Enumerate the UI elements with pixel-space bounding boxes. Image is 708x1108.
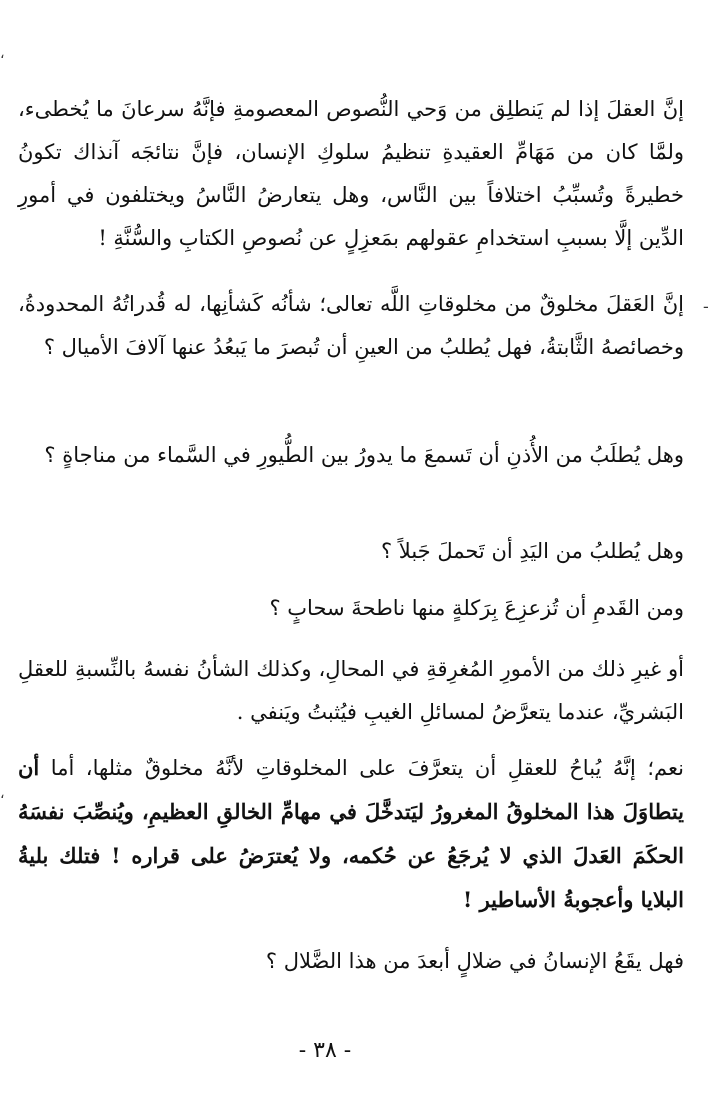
paragraph-4: وهل يُطلبُ من اليَدِ أن تَحملَ جَبلاً ؟ <box>380 539 684 563</box>
paragraph-2: إنَّ العَقلَ مخلوقٌ من مخلوقاتِ اللَّه تعالى؛ شأنُه كَشأنِها، له قُدراتُهُ المحدودةُ، وخصائصهُ الثَّابتةُ، فهل يُطلبُ من العينِ أن تُبصرَ ما يَبعُدُ عنها آلافَ الأميال ؟ <box>18 292 684 359</box>
paragraph-7-normal: نعم؛ إنَّهُ يُباحُ للعقلِ أن يتعرَّفَ على المخلوقاتِ لأنَّهُ مخلوقٌ مثلها، أما <box>39 756 684 780</box>
paragraph-3: وهل يُطلَبُ من الأُذنِ أن تَسمعَ ما يدورُ بين الطُّيورِ في السَّماء من مناجاةٍ ؟ <box>44 443 684 467</box>
page-number: - ٣٨ - <box>298 1038 352 1063</box>
paragraph-8: فهل يقَعُ الإنسانُ في ضلالٍ أبعدَ من هذا الضَّلال ؟ <box>265 949 684 973</box>
paragraph-7-bold: أن يتطاوَلَ هذا المخلوقُ المغرورُ ليَتدخَّلَ في مهامِّ الخالقِ العظيمِ، ويُنصِّبَ نفسَهُ الحكَمَ العَدلَ الذي لا يُرجَعُ عن حُكمه، ولا يُعترَضُ على قراره ! فتلك بليةُ البلايا وأعجوبةُ الأساطير ! <box>18 755 684 912</box>
margin-mark: ، <box>0 786 5 802</box>
paragraph-5: ومن القَدمِ أن تُزعزِعَ بِرَكلةٍ منها ناطحةَ سحابٍ ؟ <box>269 596 684 620</box>
margin-mark: ، <box>0 46 5 62</box>
paragraph-6: أو غيرِ ذلك من الأمورِ المُغرِقةِ في المحالِ، وكذلك الشأنُ نفسهُ بالنِّسبةِ للعقلِ البَشريِّ، عندما يتعرَّضُ لمسائلِ الغيبِ فيُثبتُ ويَنفي . <box>18 657 684 724</box>
paragraph-1: إنَّ العقلَ إذا لم يَنطلِق من وَحي النُّصوص المعصومةِ فإنَّهُ سرعانَ ما يُخطىء، ولمَّا كان من مَهَامِّ العقيدةِ تنظيمُ سلوكِ الإنسان، فإنَّ نتائجَه آنذاك تكونُ خطيرةً وتُسبِّبُ اختلافاً بين النَّاس، وهل يتعارضُ النَّاسُ ويختلفون في أمورِ الدِّين إلَّا بسببِ استخدامِ عقولهم بمَعزِلٍ عن نُصوصِ الكتابِ والسُّنَّةِ ! <box>18 97 684 250</box>
paragraph-7 <box>18 746 684 922</box>
margin-mark: ـ <box>703 296 708 312</box>
